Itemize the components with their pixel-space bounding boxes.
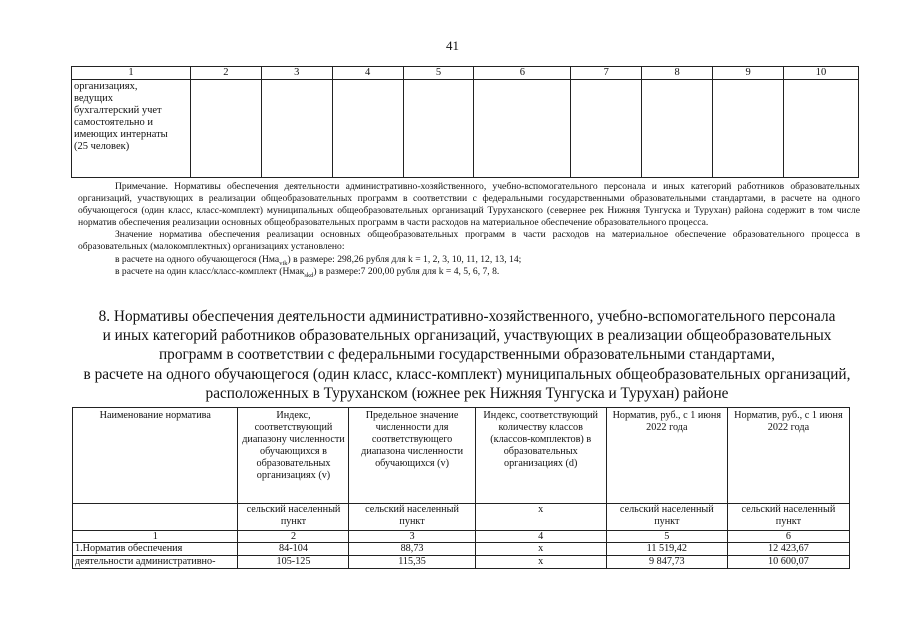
empty-cell <box>642 80 713 178</box>
column-number: 1 <box>73 531 238 543</box>
col-header: Индекс, соответствующий количеству классов (классов-комплектов) в образовательных организациях (d) <box>475 408 606 504</box>
header-row <box>73 408 850 504</box>
column-number-row <box>73 531 850 543</box>
section-title-line: расположенных в Туруханском (южнее рек Нижняя Тунгуска и Турухан) районе <box>205 384 729 402</box>
note-subscript: skd <box>304 271 314 279</box>
subheader-cell: сельский населенный пункт <box>349 504 475 531</box>
note-text: в расчете на одного обучающегося (Нма <box>115 253 280 265</box>
empty-cell <box>571 80 642 178</box>
section-title-line: и иных категорий работников образовательных организаций, участвующих в реализации общеобразовательных <box>102 327 832 345</box>
column-number: 3 <box>349 531 475 543</box>
column-number: 4 <box>475 531 606 543</box>
section-title-line: программ в соответствии с федеральными государственными образовательными стандартами, <box>159 346 775 364</box>
empty-cell <box>190 80 261 178</box>
subheader-cell: сельский населенный пункт <box>238 504 349 531</box>
norm-name-cell: деятельности административно- <box>73 556 238 569</box>
column-number: 2 <box>238 531 349 543</box>
row-label-line: (25 человек) <box>74 141 130 152</box>
col-header: Норматив, руб., с 1 июня 2022 года <box>727 408 849 504</box>
row-label <box>72 80 191 178</box>
col-header: Индекс, соответствующий диапазону численности обучающихся в образовательных организациях (v) <box>238 408 349 504</box>
note-paragraph: Значение норматива обеспечения реализации основных общеобразовательных программ в части расходов на материальное обеспечение образовательного процесса в образовательных (малокомплектных) организациях установлено: <box>78 229 860 253</box>
class-index-cell: x <box>475 543 606 556</box>
continued-norm-table <box>71 66 859 178</box>
norm-value-cell: 12 423,67 <box>727 543 849 556</box>
subheader-row <box>73 504 850 531</box>
norm-value-cell: 9 847,73 <box>606 556 727 569</box>
norm-value-cell: 10 600,07 <box>727 556 849 569</box>
empty-cell <box>73 504 238 531</box>
index-range-cell: 84-104 <box>238 543 349 556</box>
norm-value-cell: 11 519,42 <box>606 543 727 556</box>
row-label-line: бухгалтерский учет <box>74 105 162 116</box>
note-line <box>78 254 860 266</box>
note-text: ) в размере:7 200,00 рубля для k = 4, 5, 6, 7, 8. <box>313 265 500 277</box>
table-row <box>73 556 850 569</box>
table-row <box>73 543 850 556</box>
column-number: 5 <box>606 531 727 543</box>
index-range-cell: 105-125 <box>238 556 349 569</box>
note-paragraph: Примечание. Нормативы обеспечения деятельности административно-хозяйственного, учебно-вспомогательного персонала и иных категорий работников образовательных организаций, участвующих в реализации общеобразовательных программ в соответствии с федеральными государственными образовательными стандартами, в расчете на одного обучающегося (один класс, класс-комплект) муниципальных общеобразовательных организаций Туруханского (севернее рек Нижняя Тунгуска и Турухан) района содержит в том числе норматив обеспечения реализации основных общеобразовательных программ в части расходов на материальное обеспечение образовательного процесса. <box>78 181 860 229</box>
column-number: 6 <box>727 531 849 543</box>
col-header: 3 <box>261 67 332 80</box>
col-header: 9 <box>713 67 784 80</box>
note-text: в расчете на один класс/класс-комплект (Нмак <box>115 265 305 277</box>
empty-cell <box>713 80 784 178</box>
limit-value-cell: 115,35 <box>349 556 475 569</box>
empty-cell <box>403 80 474 178</box>
header-row <box>72 67 859 80</box>
row-label-line: самостоятельно и <box>74 117 153 128</box>
row-label-line: организациях, <box>74 81 138 92</box>
note-subscript: vik <box>279 259 288 267</box>
section-title-line: 8. Нормативы обеспечения деятельности административно-хозяйственного, учебно-вспомогательного персонала <box>98 308 836 325</box>
empty-cell <box>261 80 332 178</box>
col-header: 5 <box>403 67 474 80</box>
section-title-line: в расчете на одного обучающегося (один класс, класс-комплект) муниципальных общеобразовательных организаций, <box>83 365 851 383</box>
empty-cell <box>332 80 403 178</box>
limit-value-cell: 88,73 <box>349 543 475 556</box>
col-header: Норматив, руб., с 1 июня 2022 года <box>606 408 727 504</box>
table-row <box>72 80 859 178</box>
col-header: Наименование норматива <box>73 408 238 504</box>
subheader-cell: сельский населенный пункт <box>606 504 727 531</box>
subheader-cell: сельский населенный пункт <box>727 504 849 531</box>
page-number: 41 <box>446 38 459 53</box>
section-title <box>72 307 862 403</box>
col-header: 2 <box>190 67 261 80</box>
note-text: ) в размере: 298,26 рубля для k = 1, 2, 3, 10, 11, 12, 13, 14; <box>287 253 522 265</box>
col-header: 10 <box>784 67 859 80</box>
col-header: Предельное значение численности для соответствующего диапазона численности обучающихся (v) <box>349 408 475 504</box>
class-index-cell: x <box>475 556 606 569</box>
norm-name-cell: 1.Норматив обеспечения <box>73 543 238 556</box>
subheader-cell: x <box>475 504 606 531</box>
col-header: 4 <box>332 67 403 80</box>
empty-cell <box>784 80 859 178</box>
col-header: 7 <box>571 67 642 80</box>
empty-cell <box>474 80 571 178</box>
note-block <box>78 181 860 278</box>
col-header: 8 <box>642 67 713 80</box>
note-line <box>78 266 860 278</box>
col-header: 1 <box>72 67 191 80</box>
row-label-line: ведущих <box>74 93 113 104</box>
col-header: 6 <box>474 67 571 80</box>
norm-table <box>72 407 850 569</box>
row-label-line: имеющих интернаты <box>74 129 168 140</box>
